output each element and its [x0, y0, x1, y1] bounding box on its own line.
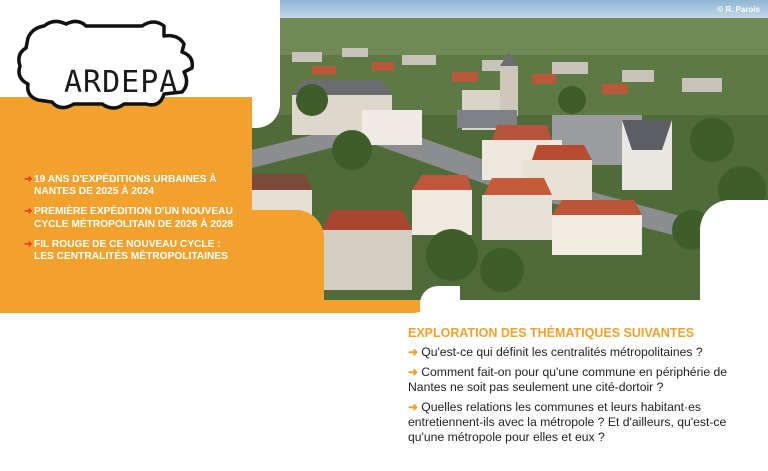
ardepa-logo — [14, 16, 204, 116]
arrow-icon: ➜ — [24, 206, 33, 218]
logo-text: ARDEPA — [64, 65, 179, 100]
themes-section — [408, 326, 756, 450]
arrow-icon: ➜ — [24, 174, 33, 185]
arrow-icon: ➜ — [408, 345, 419, 359]
photo-credit: © R. Parois — [717, 5, 760, 14]
question-item: ➜ Quelles relations les communes et leurs habitant·es entretiennent-ils avec la métropole ? Et d'ailleurs, qu'est-ce qu'une métropole pour elles et eux ? — [408, 400, 727, 444]
list-item: ➜ 19 ANS D'EXPÉDITIONS URBAINES À NANTES DE 2025 À 2024 — [24, 174, 217, 198]
list-item: ➜ PREMIÈRE EXPÉDITION D'UN NOUVEAU CYCLE MÉTROPOLITAIN DE 2026 À 2028 — [24, 206, 234, 230]
photo-corner-mask — [700, 200, 768, 300]
photo-corner-mask — [252, 210, 324, 300]
section-title: EXPLORATION DES THÉMATIQUES SUIVANTES — [408, 326, 695, 340]
orange-notch — [420, 286, 460, 322]
highlights-list — [24, 174, 239, 271]
question-item: ➜ Comment fait-on pour qu'une commune en périphérie de Nantes ne soit pas seulement une cité-dortoir ? — [408, 365, 728, 394]
aerial-photo — [252, 0, 768, 300]
arrow-icon: ➜ — [408, 400, 419, 414]
arrow-icon: ➜ — [408, 365, 419, 379]
photo-corner-mask — [252, 0, 280, 128]
list-item: ➜ FIL ROUGE DE CE NOUVEAU CYCLE : LES CENTRALITÉS MÉTROPOLITAINES — [24, 238, 228, 263]
arrow-icon: ➜ — [24, 238, 33, 250]
question-item: ➜ Qu'est-ce qui définit les centralités métropolitaines ? — [408, 345, 703, 359]
